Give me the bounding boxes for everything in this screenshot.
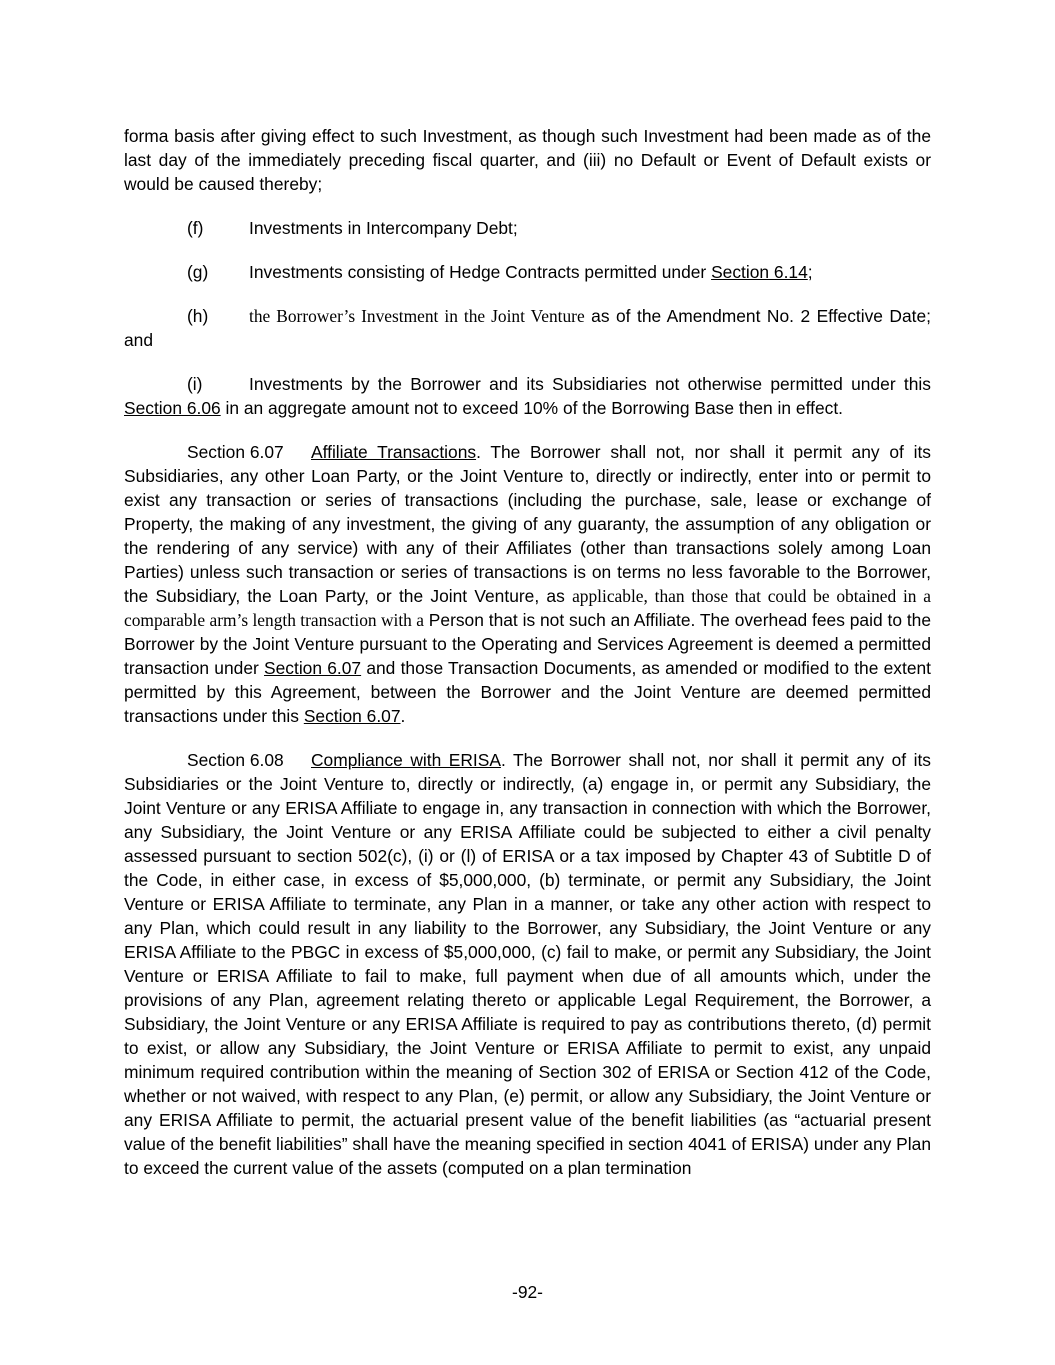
clause-f-label: (f) xyxy=(187,218,204,238)
clause-i-end: in an aggregate amount not to exceed 10% of the Borrowing Base then in effect. xyxy=(220,398,843,418)
document-page xyxy=(124,124,931,1200)
intro-paragraph xyxy=(124,124,931,196)
section-6-07 xyxy=(124,440,931,728)
section-6-07-text-d: . xyxy=(400,706,406,726)
clause-h-label: (h) xyxy=(187,306,209,326)
section-6-07-text-c: and those Transaction Documents, as amended or modified to the extent permitted by this Agreement, between the Borrower and the Joint Venture are deemed permitted transactions under this xyxy=(124,658,932,726)
clause-i-text: Investments by the Borrower and its Subsidiaries not otherwise permitted under this xyxy=(249,374,931,394)
section-6-07-number: Section 6.07 xyxy=(187,442,284,462)
clause-h-serif-text: the Borrower’s Investment in the Joint Venture xyxy=(249,306,585,326)
clause-g xyxy=(124,260,931,284)
section-6-07-reference-1: Section 6.07 xyxy=(264,658,362,678)
section-6-14-reference: Section 6.14 xyxy=(711,262,808,282)
section-6-07-reference-2: Section 6.07 xyxy=(303,706,401,726)
section-6-07-heading: Affiliate Transactions xyxy=(311,442,477,462)
section-6-07-serif-text: applicable, than those that could be obtained in a comparable arm’s length transaction with a xyxy=(124,586,931,630)
section-6-08-heading: Compliance with ERISA xyxy=(311,750,501,770)
clause-g-end: ; xyxy=(807,262,813,282)
clause-i-label: (i) xyxy=(187,374,203,394)
clause-f-text: Investments in Intercompany Debt; xyxy=(249,218,518,238)
section-6-06-reference: Section 6.06 xyxy=(124,398,221,418)
section-6-08-text: . The Borrower shall not, nor shall it permit any of its Subsidiaries or the Joint Venture to, directly or indirectly, (a) engage in, or permit any Subsidiary, the Joint Venture or any ERISA Affiliate to engage in, any transaction in connection with which the Borrower, any Subsidiary, the Joint Venture or any ERISA Affiliate could be subjected to either a civil penalty assessed pursuant to section 502(c), (i) or (l) of ERISA or a tax imposed by Chapter 43 of Subtitle D of the Code, in either case, in excess of $5,000,000, (b) terminate, or permit any Subsidiary, the Joint Venture or ERISA Affiliate to terminate, any Plan in a manner, or take any other action with respect to any Plan, which could result in any liability to the Borrower, any Subsidiary, the Joint Venture or any ERISA Affiliate to the PBGC in excess of $5,000,000, (c) fail to make, or permit any Subsidiary, the Joint Venture or ERISA Affiliate to fail to make, full payment when due of all amounts which, under the provisions of any Plan, agreement relating thereto or applicable Legal Requirement, the Borrower, a Subsidiary, the Joint Venture or any ERISA Affiliate is required to pay as contributions thereto, (d) permit to exist, or allow any Subsidiary, the Joint Venture or ERISA Affiliate to permit to exist, any unpaid minimum required contribution within the meaning of Section 302 of ERISA or Section 412 of the Code, whether or not waived, with respect to any Plan, (e) permit, or allow any Subsidiary, the Joint Venture or any ERISA Affiliate to permit, the actuarial present value of the benefit liabilities (as “actuarial present value of the benefit liabilities” shall have the meaning specified in section 4041 of ERISA) under any Plan to exceed the current value of the assets (computed on a plan termination xyxy=(124,750,931,1178)
section-6-08 xyxy=(124,748,931,1180)
clause-f xyxy=(124,216,931,240)
clause-h-text: as of the Amendment No. 2 Effective Date; and xyxy=(124,306,932,350)
page-number: -92- xyxy=(512,1282,543,1302)
clause-g-text: Investments consisting of Hedge Contracts permitted under xyxy=(249,262,712,282)
section-6-08-number: Section 6.08 xyxy=(187,750,284,770)
intro-text: forma basis after giving effect to such Investment, as though such Investment had been made as of the last day of the immediately preceding fiscal quarter, and (iii) no Default or Event of Default exists or would be caused thereby; xyxy=(124,126,931,194)
section-6-07-text-b: Person that is not such an Affiliate. The overhead fees paid to the Borrower by the Joint Venture pursuant to the Operating and Services Agreement is deemed a permitted transaction under xyxy=(124,610,932,678)
clause-i xyxy=(124,372,931,420)
clause-h xyxy=(124,304,931,352)
section-6-07-text-a: . The Borrower shall not, nor shall it permit any of its Subsidiaries, any other Loan Party, or the Joint Venture to, directly or indirectly, enter into or permit to exist any transaction or series of transactions (including the purchase, sale, lease or exchange of Property, the making of any investment, the giving of any guaranty, the assumption of any obligation or the rendering of any service) with any of their Affiliates (other than transactions solely among Loan Parties) unless such transaction or series of transactions is on terms no less favorable to the Borrower, the Subsidiary, the Loan Party, or the Joint Venture, as xyxy=(124,442,931,606)
clause-g-label: (g) xyxy=(187,262,209,282)
